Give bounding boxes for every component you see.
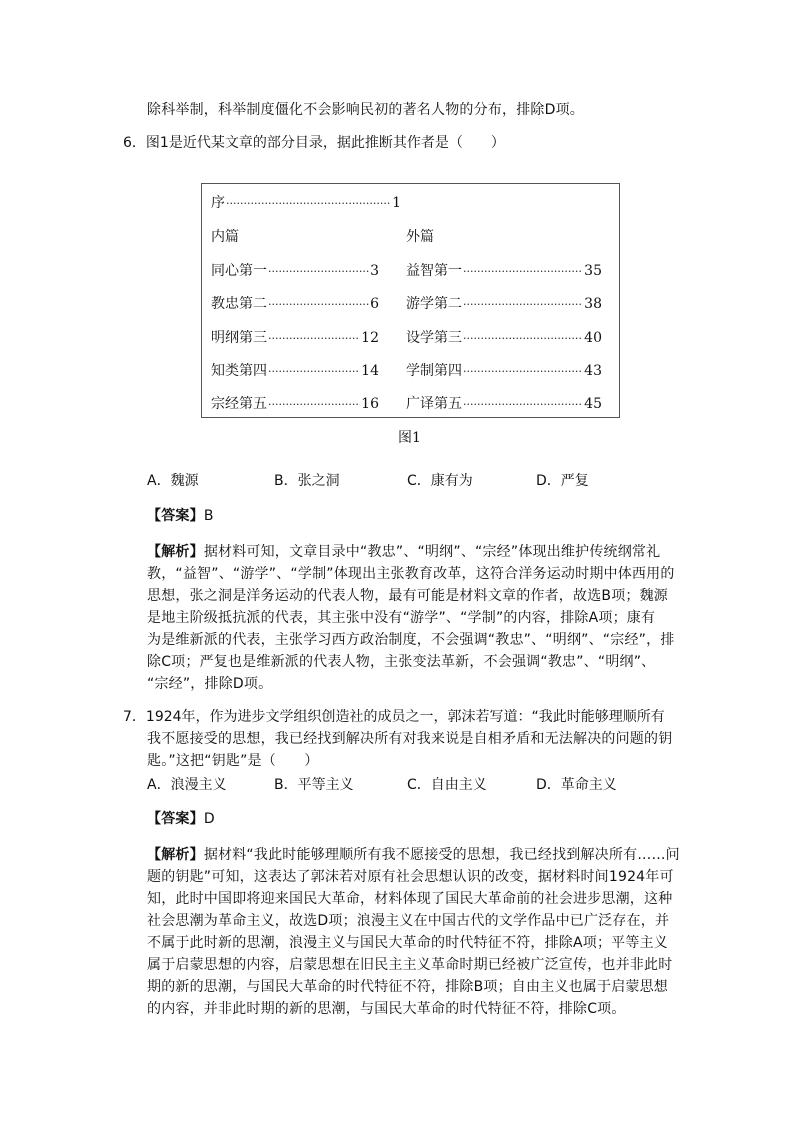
q7-stem-line: 匙。”这把“钥匙”是（ ） [147, 753, 319, 769]
toc-outer-item [406, 293, 602, 313]
answer-value: B [203, 508, 214, 524]
q7-analysis-line: 题的钥匙”可知，这表达了郭沫若对原有社会思想认识的改变，据材料时间1924年可 [147, 869, 674, 885]
toc-item-label: 游学第二 [406, 296, 462, 312]
q7-option-c[interactable]: C．自由主义 [407, 777, 487, 793]
q6-analysis-line: 除C项；严复也是维新派的代表人物，主张变法革新，不会强调“教忠”、“明纲”、 [147, 654, 656, 670]
q6-figure-toc [201, 183, 620, 418]
analysis-label: 【解析】 [147, 847, 204, 863]
toc-inner-item [211, 360, 379, 380]
toc-item-page: 3 [370, 263, 379, 279]
answer-label: 【答案】 [147, 508, 204, 524]
toc-item-label: 益智第一 [406, 263, 462, 279]
q7-option-a[interactable]: A．浪漫主义 [147, 777, 227, 793]
q7-analysis-line: 的内容，并非此时期的新的思潮，与国民大革命的时代特征不符，排除C项。 [147, 1001, 626, 1017]
toc-inner-item [211, 293, 379, 313]
q6-option-d[interactable]: D．严复 [536, 473, 589, 489]
toc-inner-item [211, 260, 379, 280]
q6-option-c[interactable]: C．康有为 [407, 473, 473, 489]
q7-stem-line: 7．1924年，作为进步文学组织创造社的成员之一，郭沫若写道：“我此时能够理顺所有 [123, 709, 665, 725]
toc-preface [211, 192, 401, 212]
toc-leader-dots [463, 363, 583, 379]
q6-option-a[interactable]: A．魏源 [147, 473, 199, 489]
toc-item-label: 同心第一 [211, 263, 267, 279]
q7-analysis-line: 知，此时中国即将迎来国民大革命，材料体现了国民大革命前的社会进步思潮，这种 [147, 891, 673, 907]
answer-value: D [203, 811, 215, 827]
toc-outer-item [406, 393, 602, 413]
toc-item-page: 43 [584, 363, 602, 379]
toc-leader-dots [463, 263, 583, 279]
toc-outer-item [406, 260, 602, 280]
toc-inner-title: 内篇 [211, 229, 239, 245]
toc-preface-page: 1 [392, 195, 401, 211]
toc-item-label: 教忠第二 [211, 296, 267, 312]
q7-option-d[interactable]: D．革命主义 [536, 777, 617, 793]
toc-item-page: 16 [361, 396, 379, 412]
q6-analysis-line: 教，“益智”、“游学”、“学制”体现出主张教育改革，这符合洋务运动时期中体西用的 [147, 566, 675, 582]
prev-analysis-tail: 除科举制，科举制度僵化不会影响民初的著名人物的分布，排除D项。 [147, 102, 584, 118]
toc-item-page: 38 [584, 296, 602, 312]
toc-inner-item [211, 327, 379, 347]
toc-item-label: 学制第四 [406, 363, 462, 379]
q7-stem-line: 我不愿接受的思想，我已经找到解决所有对我来说是自相矛盾和无法解决的问题的钥 [147, 731, 673, 747]
toc-outer-item [406, 360, 602, 380]
toc-outer-title: 外篇 [406, 229, 434, 245]
toc-item-label: 广译第五 [406, 396, 462, 412]
answer-label: 【答案】 [147, 811, 204, 827]
toc-inner-item [211, 393, 379, 413]
toc-item-page: 12 [361, 330, 379, 346]
toc-item-page: 45 [584, 396, 602, 412]
q6-analysis-line: 思想，张之洞是洋务运动的代表人物，最有可能是材料文章的作者，故选B项；魏源 [147, 588, 669, 604]
q7-analysis-line: 期的新的思潮，与国民大革命的时代特征不符，排除B项；自由主义也属于启蒙思想 [147, 979, 669, 995]
toc-item-page: 40 [584, 330, 602, 346]
toc-leader-dots [463, 296, 583, 312]
q6-stem: 6．图1是近代某文章的部分目录，据此推断其作者是（ ） [123, 135, 505, 151]
q7-analysis-line: 【解析】据材料“我此时能够理顺所有我不愿接受的思想，我已经找到解决所有……问 [147, 847, 680, 863]
toc-leader-dots [226, 195, 391, 211]
toc-item-label: 宗经第五 [211, 396, 267, 412]
analysis-label: 【解析】 [147, 544, 204, 560]
q6-analysis-line: 为是维新派的代表，主张学习西方政治制度，不会强调“教忠”、“明纲”、“宗经”，排 [147, 632, 675, 648]
q6-analysis-line: 是地主阶级抵抗派的代表，其主张中没有“游学”、“学制”的内容，排除A项；康有 [147, 610, 656, 626]
toc-item-page: 14 [361, 363, 379, 379]
q6-analysis-line: “宗经”，排除D项。 [147, 676, 273, 692]
toc-item-label: 知类第四 [211, 363, 267, 379]
toc-leader-dots [463, 330, 583, 346]
q7-analysis-line: 不属于此时新的思潮，浪漫主义与国民大革命的时代特征不符，排除A项；平等主义 [147, 935, 668, 951]
toc-leader-dots [268, 330, 360, 346]
toc-item-label: 明纲第三 [211, 330, 267, 346]
figure-caption: 图1 [398, 430, 421, 446]
q7-analysis-line: 属于启蒙思想的内容，启蒙思想在旧民主主义革命时期已经被广泛宣传，也并非此时 [147, 957, 673, 973]
q6-analysis-line: 【解析】据材料可知，文章目录中“教忠”、“明纲”、“宗经”体现出维护传统纲常礼 [147, 544, 661, 560]
q7-analysis-line: 社会思潮为革命主义，故选D项；浪漫主义在中国古代的文学作品中已广泛存在，并 [147, 913, 670, 929]
toc-leader-dots [268, 363, 360, 379]
q7-answer [147, 808, 215, 828]
toc-leader-dots [268, 396, 360, 412]
q7-option-b[interactable]: B．平等主义 [274, 777, 354, 793]
toc-item-label: 设学第三 [406, 330, 462, 346]
toc-leader-dots [463, 396, 583, 412]
toc-leader-dots [268, 296, 369, 312]
toc-outer-item [406, 327, 602, 347]
toc-item-page: 35 [584, 263, 602, 279]
toc-preface-label: 序 [211, 195, 225, 211]
q6-answer [147, 505, 214, 525]
q6-option-b[interactable]: B．张之洞 [274, 473, 340, 489]
toc-leader-dots [268, 263, 369, 279]
toc-item-page: 6 [370, 296, 379, 312]
